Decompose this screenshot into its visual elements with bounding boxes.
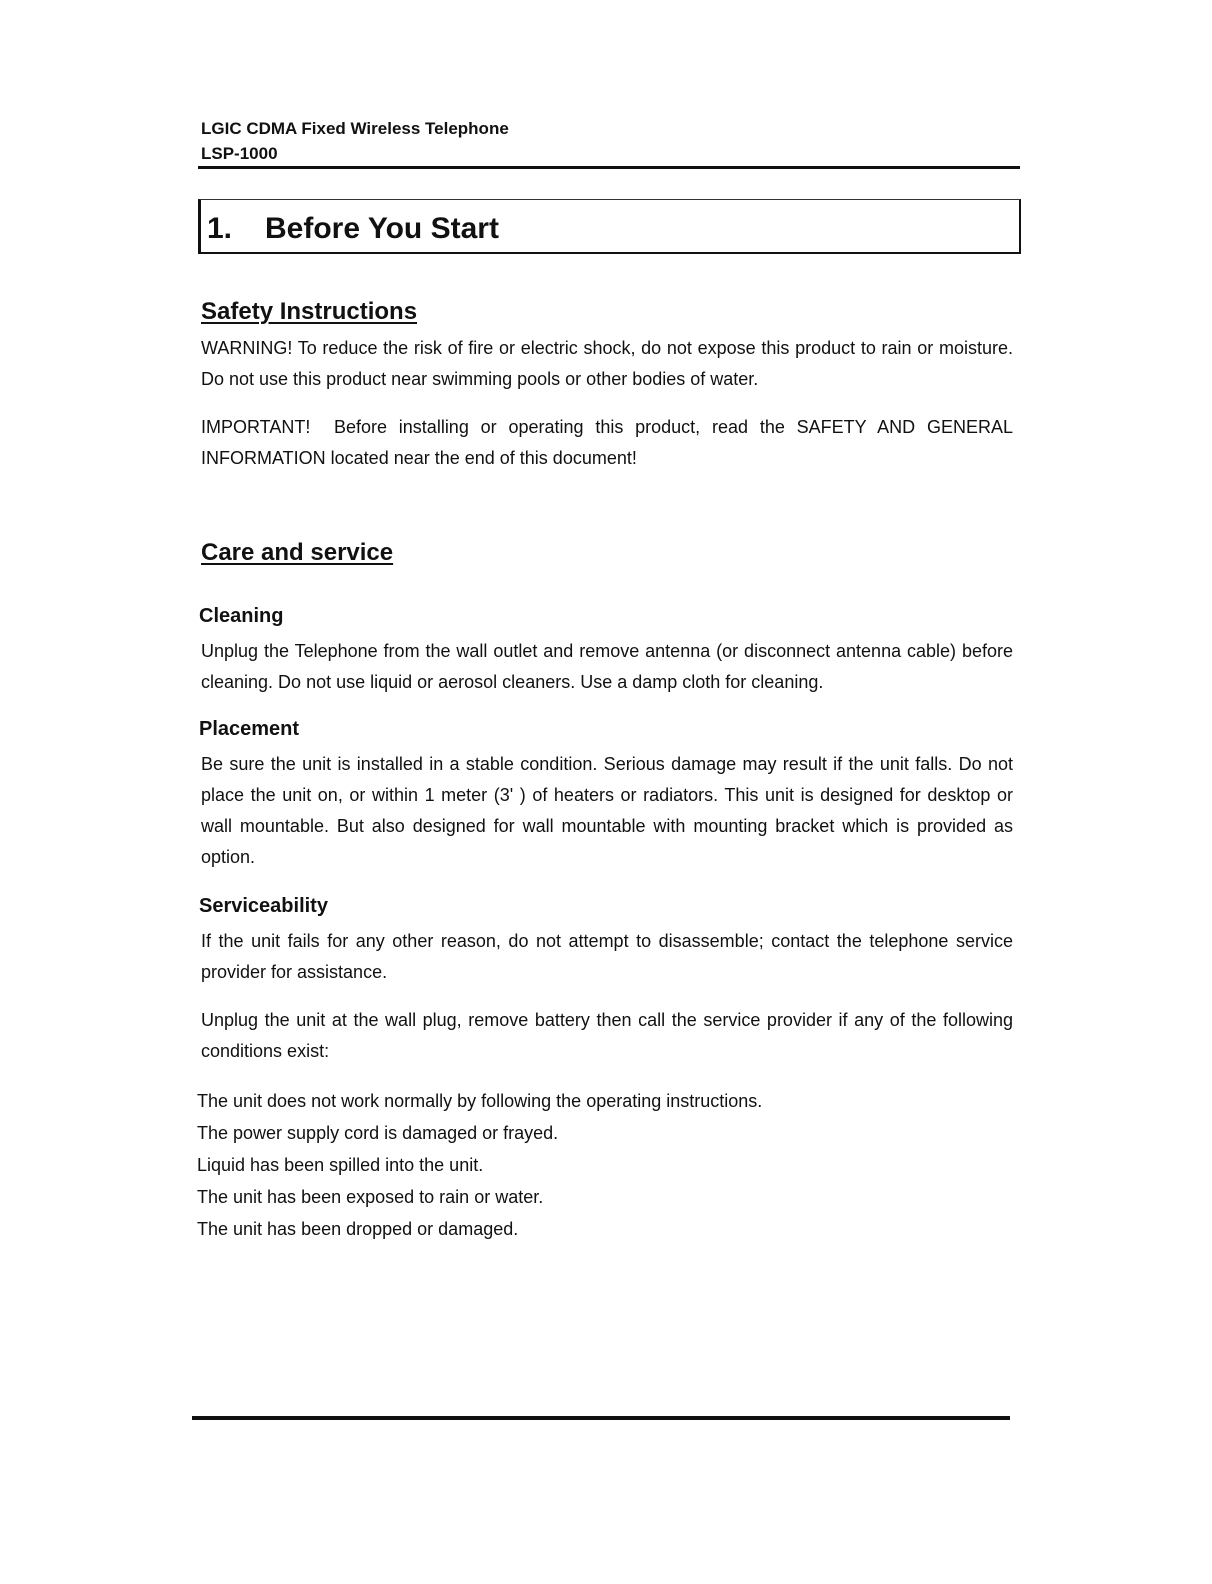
serviceability-title: Serviceability xyxy=(199,895,328,917)
header-rule xyxy=(198,166,1020,169)
footer-rule xyxy=(192,1416,1010,1420)
service-conditions-intro: Unplug the unit at the wall plug, remove battery then call the service provider if any of the following conditions exist: xyxy=(201,1010,1013,1061)
cleaning-text: Unplug the Telephone from the wall outlet and remove antenna (or disconnect antenna cable) before cleaning. Do not use liquid or aerosol cleaners. Use a damp cloth for cleaning. xyxy=(201,641,1013,692)
list-item: The unit has been exposed to rain or water. xyxy=(197,1187,544,1207)
list-item: The power supply cord is damaged or frayed. xyxy=(197,1123,559,1143)
chapter-title-text: Before You Start xyxy=(265,212,499,245)
list-item: Liquid has been spilled into the unit. xyxy=(197,1155,484,1175)
header-product-line: LGIC CDMA Fixed Wireless Telephone xyxy=(201,119,509,138)
cleaning-title: Cleaning xyxy=(199,605,284,627)
placement-title: Placement xyxy=(199,718,300,740)
chapter-heading-box xyxy=(198,199,1021,254)
page-header xyxy=(201,116,509,166)
chapter-number: 1. xyxy=(207,212,233,245)
list-item: The unit has been dropped or damaged. xyxy=(197,1219,519,1239)
header-model: LSP-1000 xyxy=(201,144,278,163)
safety-important: IMPORTANT! Before installing or operating this product, read the SAFETY AND GENERAL INFORMATION located near the end of this document! xyxy=(201,417,1019,468)
safety-section-title: Safety Instructions xyxy=(201,298,418,325)
serviceability-text: If the unit fails for any other reason, do not attempt to disassemble; contact the telephone service provider for assistance. xyxy=(201,931,1013,982)
care-section-title: Care and service xyxy=(201,539,394,566)
safety-warning: WARNING! To reduce the risk of fire or electric shock, do not expose this product to rain or moisture. Do not use this product near swimming pools or other bodies of water. xyxy=(201,338,1013,389)
chapter-title xyxy=(207,212,499,246)
service-conditions-list xyxy=(197,1085,762,1245)
placement-text: Be sure the unit is installed in a stable condition. Serious damage may result if the unit falls. Do not place the unit on, or within 1 meter (3' ) of heaters or radiators. This unit is designed for desktop or wall mountable. But also designed for wall mountable with mounting bracket which is provided as option. xyxy=(201,754,1013,867)
list-item: The unit does not work normally by following the operating instructions. xyxy=(197,1091,763,1111)
